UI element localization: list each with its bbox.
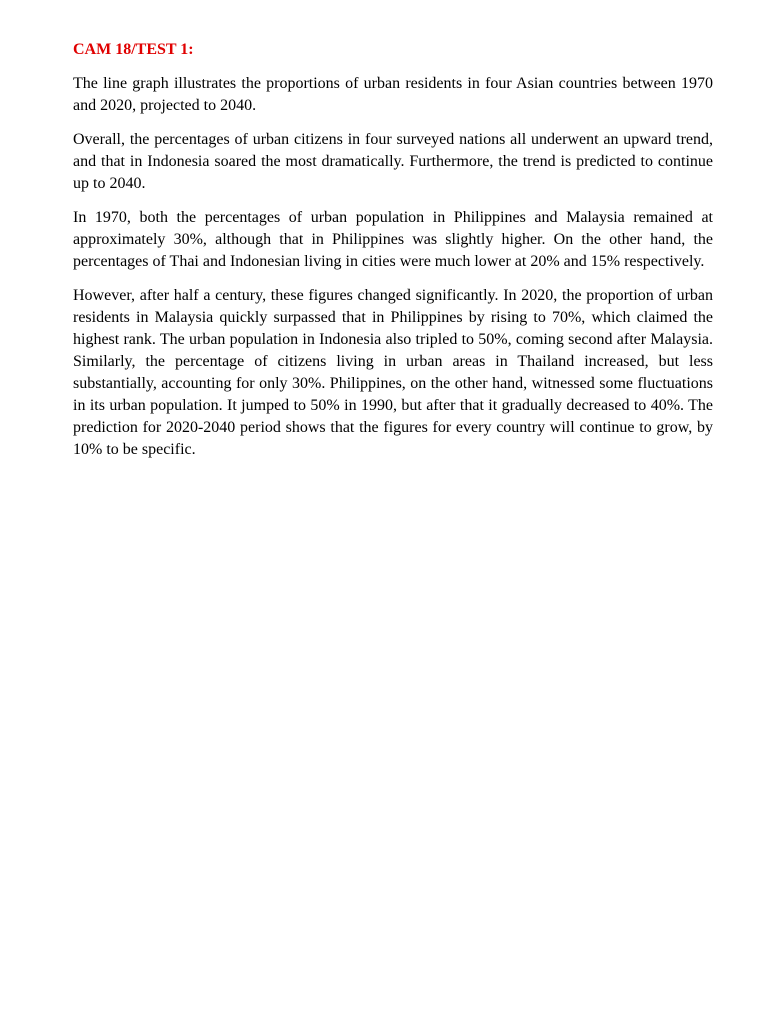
paragraph-body-1970: In 1970, both the percentages of urban population in Philippines and Malaysia remained at approximately 30%, although that in Philippines was slightly higher. On the other hand, the percentages of Thai and Indonesian living in cities were much lower at 20% and 15% respectively. — [73, 209, 713, 270]
paragraph-body-2020: However, after half a century, these figures changed significantly. In 2020, the proportion of urban residents in Malaysia quickly surpassed that in Philippines by rising to 70%, which claimed the highest rank. The urban population in Indonesia also tripled to 50%, coming second after Malaysia. Similarly, the percentage of citizens living in urban areas in Thailand increased, but less substantially, accounting for only 30%. Philippines, on the other hand, witnessed some fluctuations in its urban population. It jumped to 50% in 1990, but after that it gradually decreased to 40%. The prediction for 2020-2040 period shows that the figures for every country will continue to grow, by 10% to be specific. — [73, 287, 713, 458]
paragraph-overview: Overall, the percentages of urban citizens in four surveyed nations all underwent an upward trend, and that in Indonesia soared the most dramatically. Furthermore, the trend is predicted to continue up to 2040. — [73, 131, 713, 192]
document-body — [73, 39, 713, 473]
paragraph-introduction: The line graph illustrates the proportions of urban residents in four Asian countries between 1970 and 2020, projected to 2040. — [73, 75, 713, 114]
document-heading: CAM 18/TEST 1: — [73, 41, 194, 58]
